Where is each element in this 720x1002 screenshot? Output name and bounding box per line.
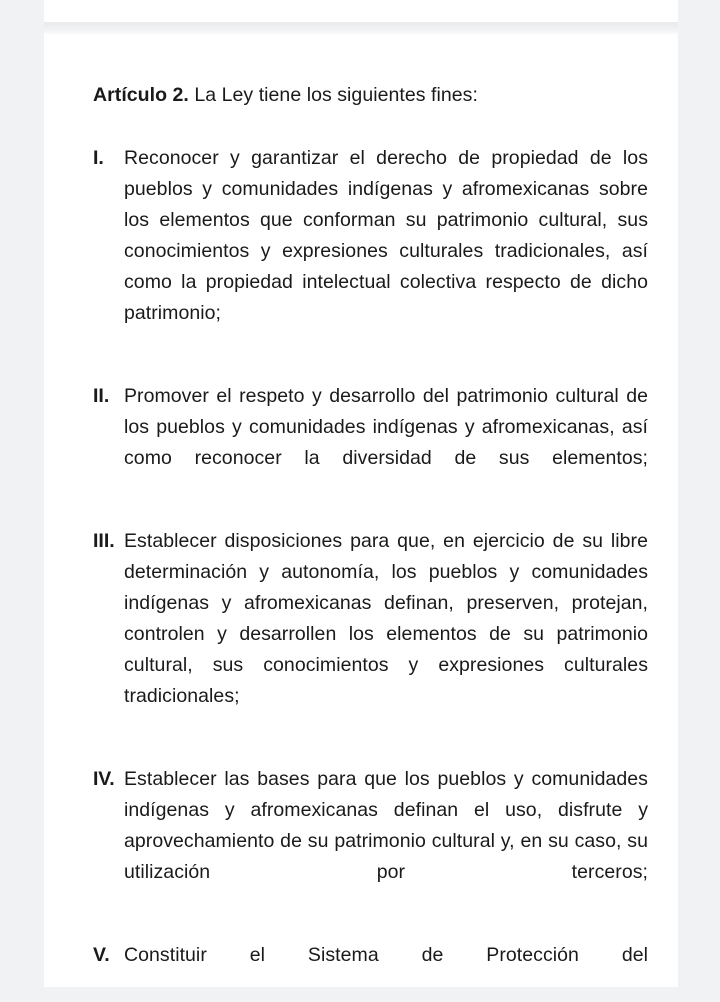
article-heading-rest: La Ley tiene los siguientes fines: — [188, 84, 478, 106]
article-number-label: Artículo 2. — [93, 84, 189, 106]
list-item-text: Promover el respeto y desarrollo del patrimonio cultural de los pueblos y comunidades indígenas y afromexicanas, así como reconocer la diversidad de sus elementos; — [124, 385, 648, 469]
document-page — [44, 34, 678, 987]
fines-list — [44, 143, 678, 966]
previous-page-sliver — [44, 0, 678, 22]
list-item-text: Establecer las bases para que los pueblos y comunidades indígenas y afromexicanas definan el uso, disfrute y aprovechamiento de su patrimonio cultural y, en su caso, su utilización por terceros; — [124, 768, 648, 883]
list-item — [44, 526, 678, 743]
list-item-marker: III. — [93, 530, 115, 552]
list-item — [44, 940, 678, 966]
list-item-marker: II. — [93, 385, 110, 407]
article-heading — [44, 81, 678, 109]
list-item — [44, 143, 678, 360]
list-item-marker: V. — [93, 944, 110, 966]
list-item — [44, 381, 678, 505]
list-item-text: Constituir el Sistema de Protección del — [124, 944, 648, 966]
page-content — [44, 34, 678, 966]
list-item — [44, 764, 678, 919]
page-break-separator — [44, 22, 678, 34]
list-item-text: Establecer disposiciones para que, en ejercicio de su libre determinación y autonomía, los pueblos y comunidades indígenas y afromexicanas definan, preserven, protejan, controlen y desarrollen los elementos de su patrimonio cultural, sus conocimientos y expresiones culturales tradicionales; — [124, 530, 648, 707]
list-item-marker: IV. — [93, 768, 115, 790]
list-item-marker: I. — [93, 147, 104, 169]
list-item-text: Reconocer y garantizar el derecho de propiedad de los pueblos y comunidades indígenas y afromexicanas sobre los elementos que conforman su patrimonio cultural, sus conocimientos y expresiones culturales tradicionales, así como la propiedad intelectual colectiva respecto de dicho patrimonio; — [124, 147, 648, 324]
